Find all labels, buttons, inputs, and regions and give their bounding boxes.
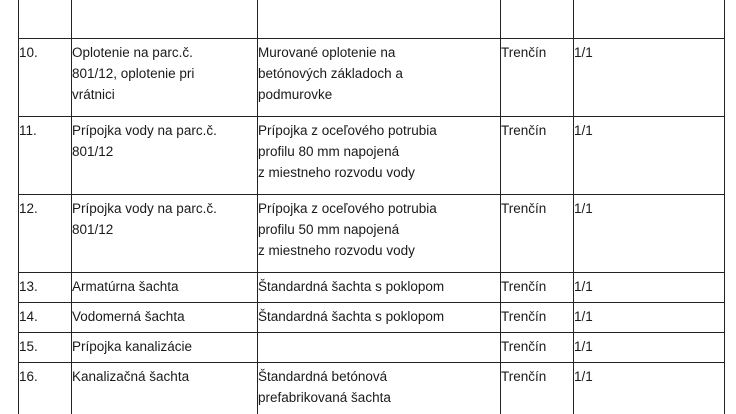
item-name: Prípojka vody na parc.č. 801/12: [72, 195, 258, 273]
item-location: Trenčín: [501, 303, 574, 333]
item-share: 1/1: [574, 333, 725, 363]
item-description: [258, 0, 501, 39]
table-row: [19, 39, 725, 117]
table-row: [19, 303, 725, 333]
item-name: [72, 0, 258, 39]
item-description: [258, 333, 501, 363]
item-description: Štandardná šachta s poklopom: [258, 303, 501, 333]
item-description: Štandardná šachta s poklopom: [258, 273, 501, 303]
table-row: [19, 0, 725, 39]
item-description: Štandardná betónová prefabrikovaná šachta: [258, 363, 501, 414]
item-location: [501, 0, 574, 39]
item-share: 1/1: [574, 117, 725, 195]
item-share: [574, 0, 725, 39]
row-number: 15.: [19, 333, 72, 363]
item-location: Trenčín: [501, 195, 574, 273]
item-location: Trenčín: [501, 39, 574, 117]
table-row: [19, 195, 725, 273]
row-number: 10.: [19, 39, 72, 117]
item-description: Prípojka z oceľového potrubia profilu 50 mm napojená z miestneho rozvodu vody: [258, 195, 501, 273]
row-number: 13.: [19, 273, 72, 303]
item-share: 1/1: [574, 39, 725, 117]
table-row: [19, 273, 725, 303]
table-row: [19, 117, 725, 195]
row-number: 11.: [19, 117, 72, 195]
item-share: 1/1: [574, 303, 725, 333]
item-location: Trenčín: [501, 273, 574, 303]
item-name: Prípojka kanalizácie: [72, 333, 258, 363]
item-name: Prípojka vody na parc.č. 801/12: [72, 117, 258, 195]
item-location: Trenčín: [501, 117, 574, 195]
item-name: Armatúrna šachta: [72, 273, 258, 303]
table-row: [19, 333, 725, 363]
item-name: Oplotenie na parc.č. 801/12, oplotenie pri vrátnici: [72, 39, 258, 117]
row-number: 12.: [19, 195, 72, 273]
row-number: 16.: [19, 363, 72, 414]
item-location: Trenčín: [501, 363, 574, 414]
row-number: 14.: [19, 303, 72, 333]
item-share: 1/1: [574, 363, 725, 414]
table-row: [19, 363, 725, 414]
row-number: [19, 0, 72, 39]
item-description: Murované oplotenie na betónových základoch a podmurovke: [258, 39, 501, 117]
item-share: 1/1: [574, 273, 725, 303]
item-name: Vodomerná šachta: [72, 303, 258, 333]
item-share: 1/1: [574, 195, 725, 273]
item-location: Trenčín: [501, 333, 574, 363]
item-description: Prípojka z oceľového potrubia profilu 80 mm napojená z miestneho rozvodu vody: [258, 117, 501, 195]
property-table: [18, 0, 725, 414]
item-name: Kanalizačná šachta: [72, 363, 258, 414]
